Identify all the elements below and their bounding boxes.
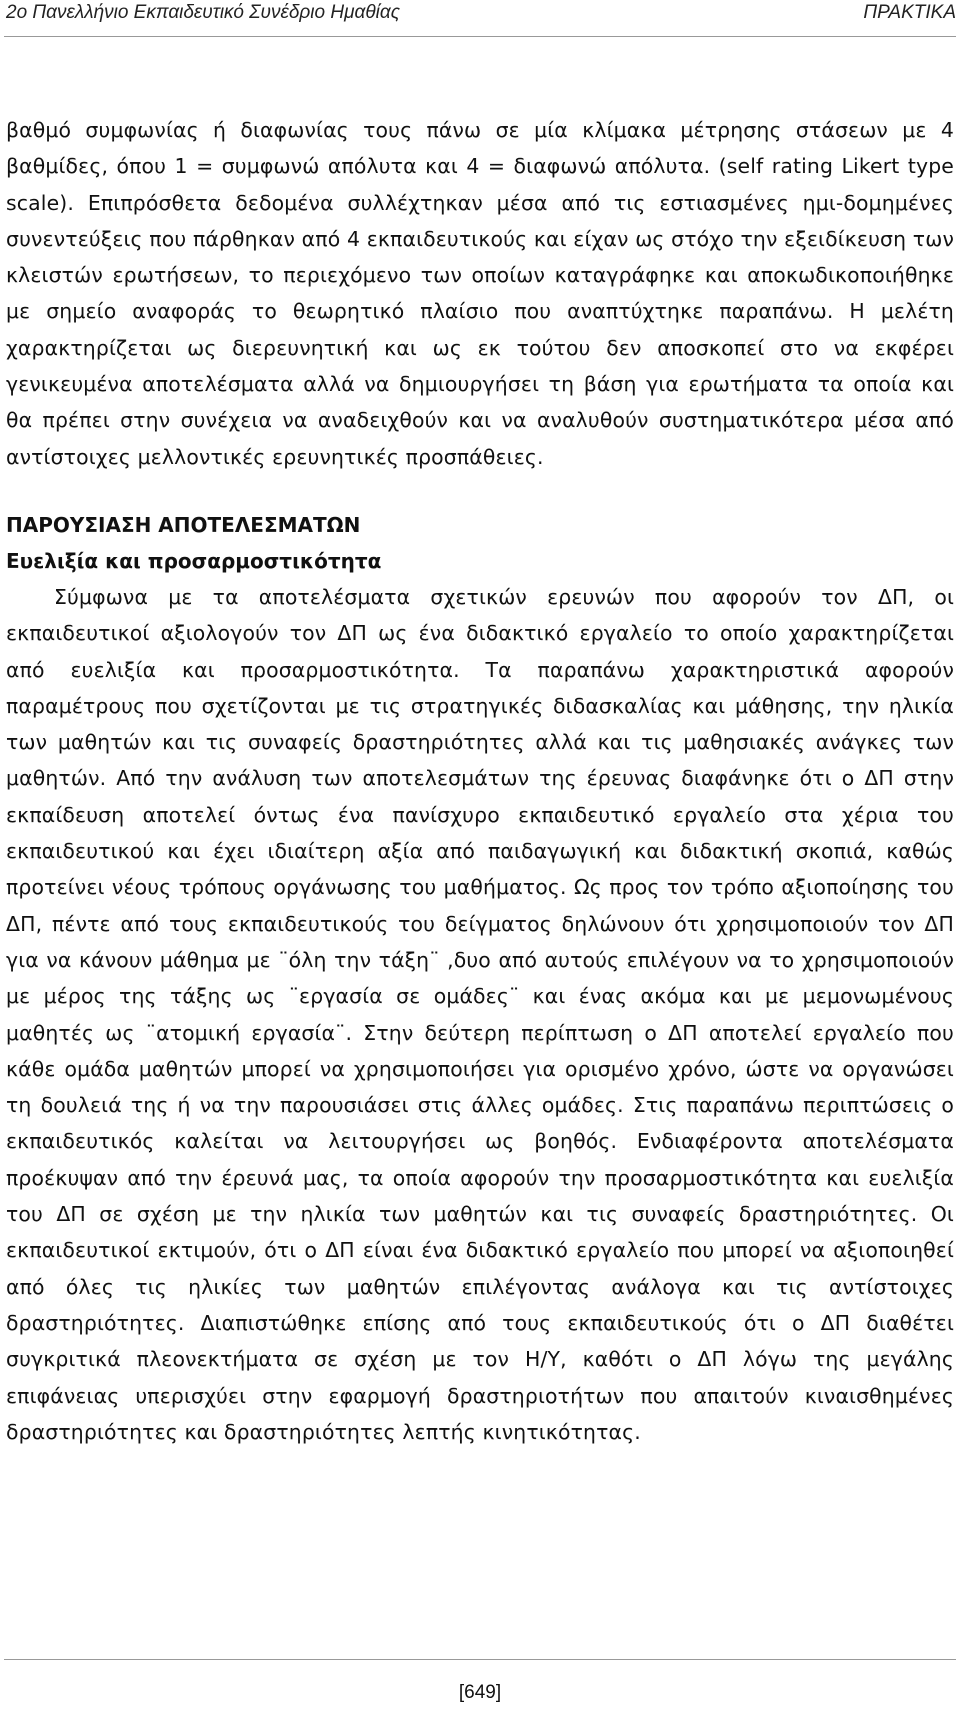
conference-title: 2ο Πανελλήνιο Εκπαιδευτικό Συνέδριο Ημαθίας	[6, 2, 400, 23]
proceedings-label: ΠΡΑΚΤΙΚΑ	[863, 2, 956, 23]
page-number: [649]	[458, 1682, 502, 1703]
page-header	[0, 0, 960, 42]
header-divider	[4, 36, 956, 37]
section-heading: ΠΑΡΟΥΣΙΑΣΗ ΑΠΟΤΕΛΕΣΜΑΤΩΝ	[6, 512, 361, 537]
results-paragraph: Σύμφωνα με τα αποτελέσματα σχετικών ερευνών που αφορούν τον ΔΠ, οι εκπαιδευτικοί αξιολογούν τον ΔΠ ως ένα διδακτικό εργαλείο το οποίο χαρακτηρίζεται από ευελιξία και προσαρμοστικότητα. Τα παραπάνω χαρακτηριστικά αφορούν παραμέτρους που σχετίζονται με τις στρατηγικές διδασκαλίας και μάθησης, την ηλικία των μαθητών και τις συναφείς δραστηριότητες αλλά και τις μαθησιακές ανάγκες των μαθητών. Από την ανάλυση των αποτελεσμάτων της έρευνας διαφάνηκε ότι ο ΔΠ στην εκπαίδευση αποτελεί όντως ένα πανίσχυρο εκπαιδευτικό εργαλείο στα χέρια του εκπαιδευτικού και έχει ιδιαίτερη αξία από παιδαγωγική και διδακτική σκοπιά, καθώς προτείνει νέους τρόπους οργάνωσης του μαθήματος. Ως προς τον τρόπο αξιοποίησης του ΔΠ, πέντε από τους εκπαιδευτικούς του δείγματος δηλώνουν ότι χρησιμοποιούν τον ΔΠ για να κάνουν μάθημα με ¨όλη την τάξη¨ ,δυο από αυτούς επιλέγουν να το χρησιμοποιούν με μέρος της τάξης ως ¨εργασία σε ομάδες¨ και ένας ακόμα και με μεμονωμένους μαθητές ως ¨ατομική εργασία¨. Στην δεύτερη περίπτωση ο ΔΠ αποτελεί εργαλείο που κάθε ομάδα μαθητών μπορεί να χρησιμοποιήσει για ορισμένο χρόνο, ώστε να οργανώσει τη δουλειά της ή να την παρουσιάσει στις άλλες ομάδες. Στις παραπάνω περιπτώσεις ο εκπαιδευτικός καλείται να λειτουργήσει ως βοηθός. Ενδιαφέροντα αποτελέσματα προέκυψαν από την έρευνά μας, τα οποία αφορούν την προσαρμοστικότητα και ευελιξία του ΔΠ σε σχέση με την ηλικία των μαθητών και τις συναφείς δραστηριότητες. Οι εκπαιδευτικοί εκτιμούν, ότι ο ΔΠ είναι ένα διδακτικό εργαλείο που μπορεί να αξιοποιηθεί από όλες τις ηλικίες των μαθητών επιλέγοντας ανάλογα και τις αντίστοιχες δραστηριότητες. Διαπιστώθηκε επίσης από τους εκπαιδευτικούς ότι ο ΔΠ διαθέτει συγκριτικά πλεονεκτήματα σε σχέση με τον Η/Υ, καθότι ο ΔΠ λόγω της μεγάλης επιφάνειας υπερισχύει στην εφαρμογή δραστηριοτήτων που απαιτούν κιναισθημένες δραστηριότητες και δραστηριότητες λεπτής κινητικότητας.	[6, 584, 954, 1444]
methodology-paragraph: βαθμό συμφωνίας ή διαφωνίας τους πάνω σε μία κλίμακα μέτρησης στάσεων με 4 βαθμίδες, όπου 1 = συμφωνώ απόλυτα και 4 = διαφωνώ απόλυτα. (self rating Likert type scale). Επιπρόσθετα δεδομένα συλλέχτηκαν μέσα από τις εστιασμένες ημι-δομημένες συνεντεύξεις που πάρθηκαν από 4 εκπαιδευτικούς και είχαν ως στόχο την εξειδίκευση των κλειστών ερωτήσεων, το περιεχόμενο των οποίων καταγράφηκε και αποκωδικοποιήθηκε με σημείο αναφοράς το θεωρητικό πλαίσιο που αναπτύχτηκε παραπάνω. Η μελέτη χαρακτηρίζεται ως διερευνητική και ως εκ τούτου δεν αποσκοπεί στο να εκφέρει γενικευμένα αποτελέσματα αλλά να δημιουργήσει τη βάση για ερωτήματα τα οποία και θα πρέπει στην συνέχεια να αναδειχθούν και να αναλυθούν συστηματικότερα μέσα από αντίστοιχες μελλοντικές ερευνητικές προσπάθειες.	[6, 118, 954, 469]
page-body	[6, 112, 954, 1450]
footer-divider	[4, 1659, 956, 1660]
subsection-heading: Ευελιξία και προσαρμοστικότητα	[6, 548, 382, 573]
